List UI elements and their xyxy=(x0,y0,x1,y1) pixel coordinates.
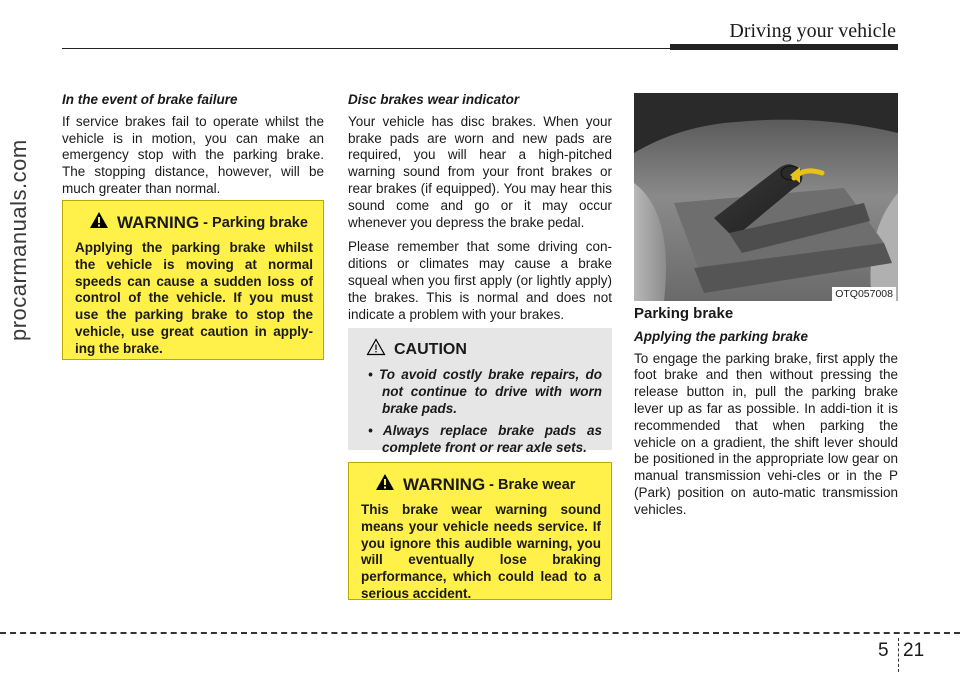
warning-parking-text: Applying the parking brake whilst the vehicle is moving at normal speeds can cause a sudden loss of control of the vehicle. If you must use the parking brake to stop the vehicle, use great caution in apply-ing the brake. xyxy=(75,240,313,356)
caution-item: • Always replace brake pads as complete front or rear axle sets. xyxy=(368,423,602,456)
warning-label: WARNING xyxy=(403,474,486,494)
photo-code: OTQ057008 xyxy=(832,287,896,301)
caution-title xyxy=(360,338,602,361)
header-rule xyxy=(62,48,672,49)
parking-brake-illustration xyxy=(634,93,898,301)
disc-wear-para-2: Please remember that some driving con-ditions or climates may cause a brake squeal when you first apply (or lightly apply) the brakes. This is normal and does not indicate a problem with your brakes. xyxy=(348,239,612,322)
column-middle xyxy=(348,92,612,331)
caution-list xyxy=(360,367,602,457)
column-right xyxy=(634,306,898,527)
warning-brake-wear-text: This brake wear warning sound means your vehicle needs service. If you ignore this audible warning, you will eventually lose braking performance, which could lead to a serious accident. xyxy=(361,502,601,601)
warning-brake-wear-title xyxy=(361,473,601,496)
header-rule-accent xyxy=(670,44,898,50)
warning-parking-title xyxy=(75,211,313,234)
caution-box xyxy=(348,328,612,456)
page-number: 21 xyxy=(903,640,925,661)
disc-wear-para-1: Your vehicle has disc brakes. When your brake pads are worn and new pads are required, you will hear a high-pitched warning sound from your front brakes or rear brakes (if equipped). You may hear this sound come and go or it may occur whenever you depress the brake pedal. xyxy=(348,113,612,230)
warning-subtitle: - Brake wear xyxy=(489,476,576,493)
footer-separator xyxy=(898,638,899,672)
warning-triangle-icon xyxy=(375,473,395,496)
warning-triangle-icon xyxy=(89,211,109,234)
warning-parking-brake-box xyxy=(62,200,324,360)
parking-brake-subheading: Applying the parking brake xyxy=(634,328,809,344)
caution-item: • To avoid costly brake repairs, do not continue to drive with worn brake pads. xyxy=(368,367,602,416)
column-left xyxy=(62,92,324,206)
footer-rule xyxy=(0,632,960,634)
brake-failure-heading: In the event of brake failure xyxy=(62,92,238,107)
parking-brake-body: To engage the parking brake, first apply the foot brake and then without pressing the release button in, pull the parking brake lever up as far as possible. In addi-tion it is recommended that when parking the vehicle on a gradient, the shift lever should be positioned in the appropriate low gear on manual transmission vehi-cles or in the P (Park) position on auto-matic transmission vehicles. xyxy=(634,350,898,517)
page-header-title: Driving your vehicle xyxy=(729,20,896,42)
caution-label: CAUTION xyxy=(394,340,467,358)
warning-subtitle: - Parking brake xyxy=(203,214,308,231)
caution-triangle-icon xyxy=(366,338,386,361)
warning-label: WARNING xyxy=(117,212,200,232)
parking-brake-heading: Parking brake xyxy=(634,305,734,322)
brake-failure-body: If service brakes fail to operate whilst the vehicle is in motion, you can make an emergency stop with the parking brake. The stopping distance, however, will be much greater than normal. xyxy=(62,113,324,196)
disc-wear-heading: Disc brakes wear indicator xyxy=(348,92,520,107)
chapter-number: 5 xyxy=(878,640,889,661)
watermark: procarmanuals.com xyxy=(6,139,31,341)
warning-brake-wear-box xyxy=(348,462,612,600)
parking-brake-photo xyxy=(634,93,898,301)
